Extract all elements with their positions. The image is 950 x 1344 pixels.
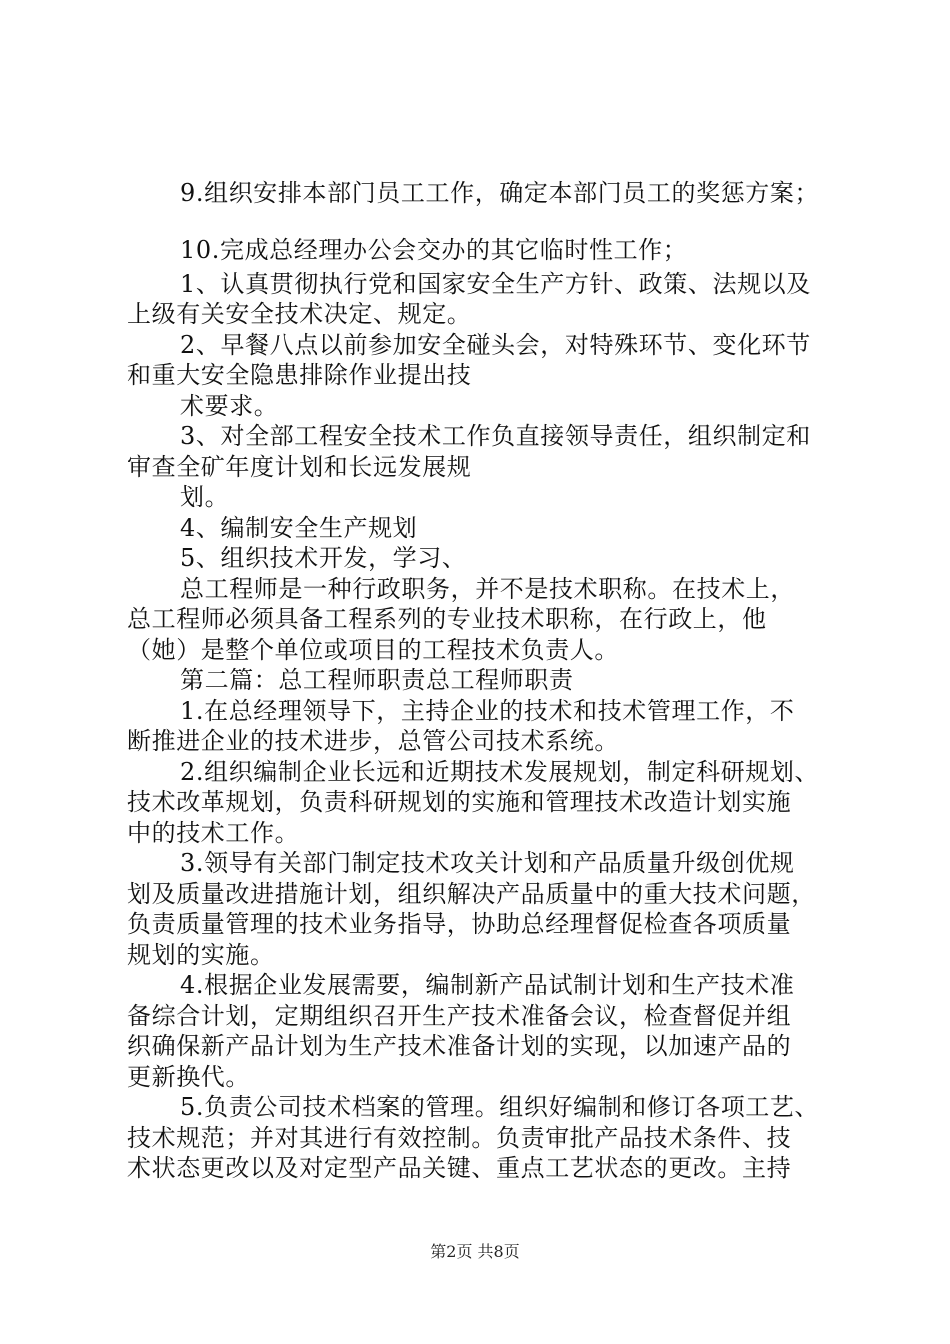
body-line-20: 技术改革规划，负责科研规划的实施和管理技术改造计划实施: [127, 788, 792, 816]
body-line-5: 2、早餐八点以前参加安全碰头会，对特殊环节、变化环节: [180, 331, 811, 359]
body-line-9: 审查全矿年度计划和长远发展规: [127, 453, 472, 481]
body-line-28: 织确保新产品计划为生产技术准备计划的实现，以加速产品的: [127, 1032, 792, 1060]
body-line-13: 总工程师是一种行政职务，并不是技术职称。在技术上，: [180, 575, 795, 603]
body-line-27: 备综合计划，定期组织召开生产技术准备会议，检查督促并组: [127, 1002, 792, 1030]
body-line-15: （她）是整个单位或项目的工程技术负责人。: [127, 636, 619, 664]
page-footer: 第2页 共8页: [430, 1242, 520, 1261]
section-heading: 第二篇：总工程师职责总工程师职责: [180, 666, 574, 694]
body-line-29: 更新换代。: [127, 1063, 250, 1091]
body-line-8: 3、对全部工程安全技术工作负直接领导责任，组织制定和: [180, 422, 811, 450]
body-line-30: 5.负责公司技术档案的管理。组织好编制和修订各项工艺、: [180, 1093, 820, 1121]
body-line-24: 负责质量管理的技术业务指导，协助总经理督促检查各项质量: [127, 910, 792, 938]
body-line-12: 5、组织技术开发，学习、: [180, 544, 467, 572]
body-line-11: 4、编制安全生产规划: [180, 514, 418, 542]
body-line-2: 10.完成总经理办公会交办的其它临时性工作；: [180, 236, 688, 264]
body-line-22: 3.领导有关部门制定技术攻关计划和产品质量升级创优规: [180, 849, 795, 877]
body-line-26: 4.根据企业发展需要，编制新产品试制计划和生产技术准: [180, 971, 795, 999]
body-line-32: 术状态更改以及对定型产品关键、重点工艺状态的更改。主持: [127, 1154, 792, 1182]
body-line-17: 1.在总经理领导下，主持企业的技术和技术管理工作，不: [180, 697, 795, 725]
body-line-19: 2.组织编制企业长远和近期技术发展规划，制定科研规划、: [180, 758, 820, 786]
body-line-14: 总工程师必须具备工程系列的专业技术职称，在行政上，他: [127, 605, 767, 633]
body-line-10: 划。: [180, 483, 230, 511]
body-line-21: 中的技术工作。: [127, 819, 300, 847]
body-line-3: 1、认真贯彻执行党和国家安全生产方针、政策、法规以及: [180, 270, 811, 298]
body-line-25: 规划的实施。: [127, 941, 275, 969]
body-line-23: 划及质量改进措施计划，组织解决产品质量中的重大技术问题，: [127, 880, 816, 908]
body-line-7: 术要求。: [180, 392, 279, 420]
body-line-4: 上级有关安全技术决定、规定。: [127, 300, 472, 328]
body-line-6: 和重大安全隐患排除作业提出技: [127, 361, 472, 389]
body-line-18: 断推进企业的技术进步，总管公司技术系统。: [127, 727, 619, 755]
body-line-31: 技术规范；并对其进行有效控制。负责审批产品技术条件、技: [127, 1124, 792, 1152]
body-line-1: 9.组织安排本部门员工工作，确定本部门员工的奖惩方案；: [180, 179, 820, 207]
